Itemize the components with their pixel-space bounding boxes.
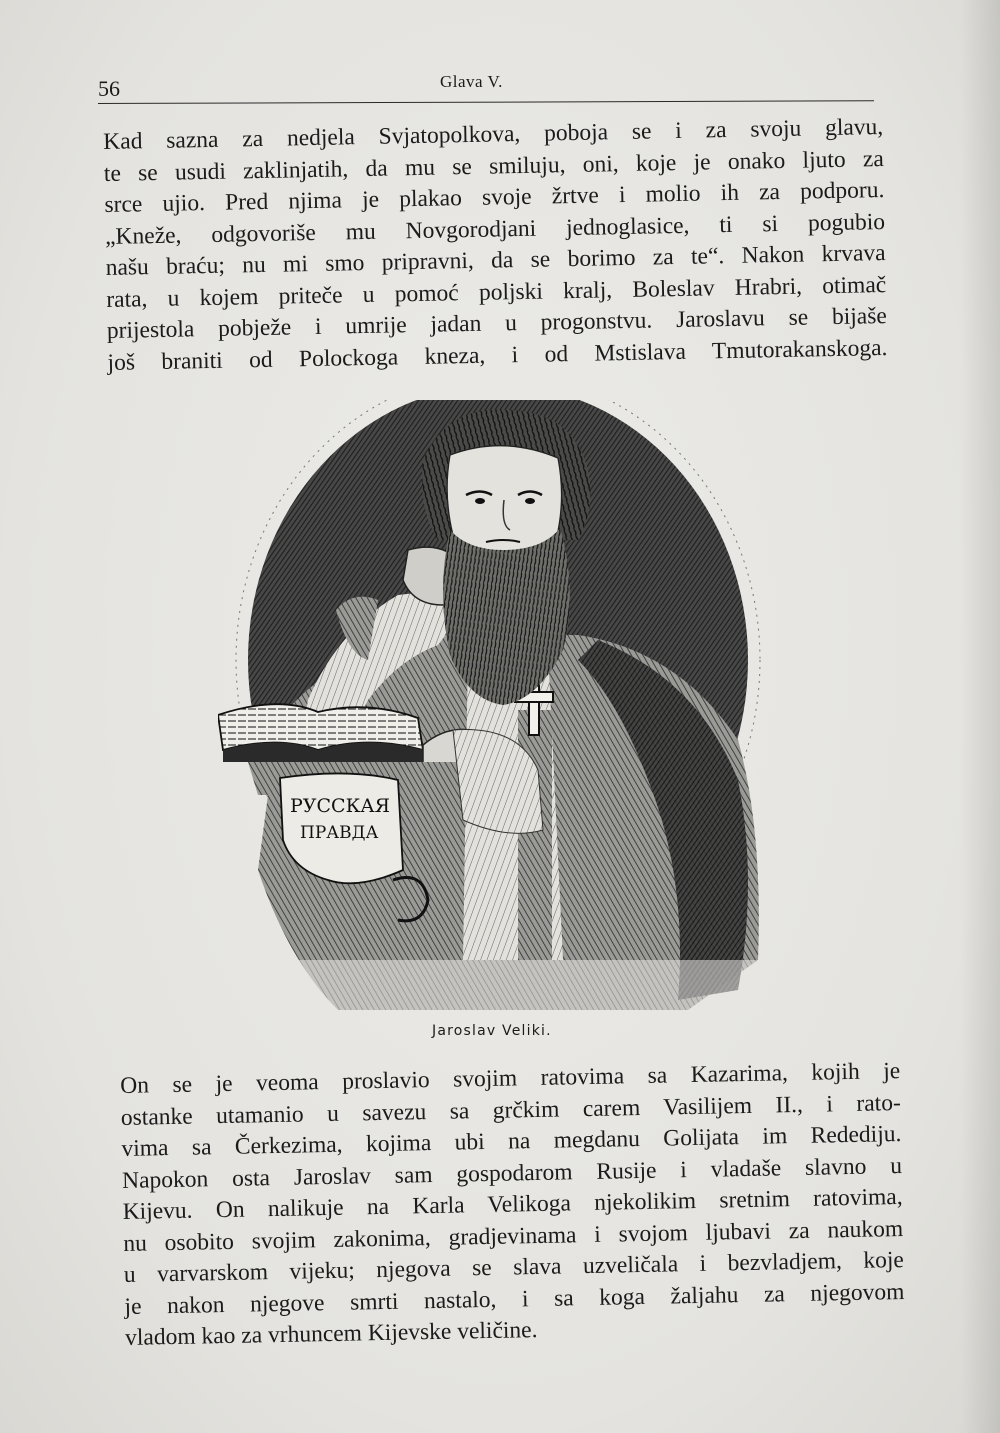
portrait-engraving [218,400,778,1010]
text-line: srce ujio. Pred njima je plakao svoje žrtve i molio ih za podporu. [104,177,885,218]
text-line: vladom kao za vrhuncem Kijevske veličine. [124,1317,538,1351]
paragraph-2 [120,1056,905,1354]
page-number: 56 [98,76,120,101]
text-line: „Kneže, odgovoriše mu Novgorodjani jednoglasice, ti si pogubio [104,208,886,250]
text-line: Kijevu. On nalikuje na Karla Velikoga njekolikim sretnim ratovima, [122,1184,903,1225]
text-line: te se usudi zaklinjatih, da mu se smiluju, oni, koje je onako ljuto za [103,145,884,187]
text-line: je nakon njegove smrti nastalo, i sa koga žaljahu za njegovom [124,1278,905,1320]
text-line: vima sa Čerkezima, kojima ubi na megdanu Golijata im Redediju. [121,1121,902,1162]
running-title: Glava V. [440,72,503,91]
text-line: prijestola pobježe i umrije jadan u progonstvu. Jaroslavu se bijaše [106,302,888,344]
text-line: On se je veoma proslavio svojim ratovima sa Kazarima, kojih je [120,1058,901,1099]
paragraph-1 [103,112,888,379]
figure-caption: Jaroslav Veliki. [432,1023,552,1039]
text-line: u varvarskom vijeku; njegova se slava uzveličala i bezvladjem, koje [123,1246,905,1288]
text-line: još braniti od Polockoga kneza, i od Mstislava Tmutorakanskoga. [107,334,888,376]
text-line: ostanke utamanio u savezu sa grčkim carem Vasilijem II., i rato- [120,1089,901,1131]
text-line: rata, u kojem priteče u pomoć poljski kralj, Boleslav Hrabri, otimač [106,271,887,313]
text-line: našu braću; nu mi smo pripravni, da se borimo za te“. Nakon krvava [105,240,886,281]
page-edge-shadow [960,0,1000,1433]
text-line: nu osobito svojim zakonima, gradjevinama i svojom ljubavi za naukom [123,1215,904,1257]
text-line: Kad sazna za nedjela Svjatopolkova, poboja se i za svoju glavu, [103,114,884,155]
text-line: Napokon osta Jaroslav sam gospodarom Rusije i vladaše slavno u [121,1152,903,1194]
header-rule [98,100,874,104]
svg-text:ПРАВДА: ПРАВДА [300,823,379,843]
svg-text:РУССКАЯ: РУССКАЯ [290,795,391,817]
